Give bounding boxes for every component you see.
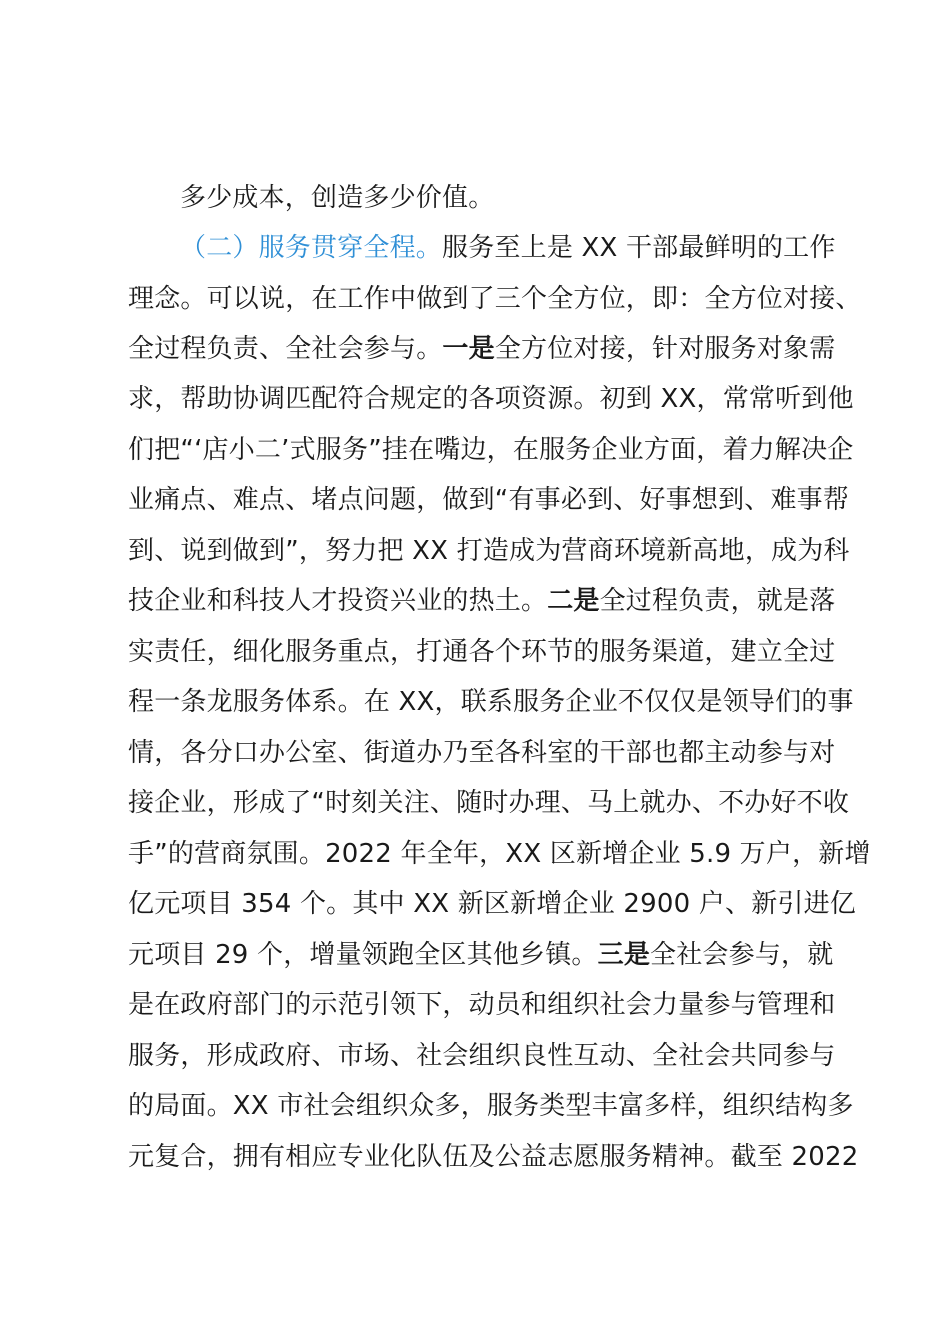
text-line-13: 接企业，形成了“时刻关注、随时办理、马上就办、不办好不收 [128,788,850,818]
text-line-2 [180,230,836,266]
section-heading: （二）服务贯穿全程。 [180,233,443,263]
text-line-8: 到、说到做到”，努力把 XX 打造成为营商环境新高地，成为科 [128,536,850,566]
text-span: 服务至上是 XX 干部最鲜明的工作 [442,233,836,263]
text-span: 全方位对接，针对服务对象需 [494,334,836,364]
text-line-15: 亿元项目 354 个。其中 XX 新区新增企业 2900 户、新引进亿 [128,889,857,919]
text-line-10: 实责任，细化服务重点，打通各个环节的服务渠道，建立全过 [128,637,836,667]
text-line-17: 是在政府部门的示范引领下，动员和组织社会力量参与管理和 [128,990,836,1020]
text-line-5: 求，帮助协调匹配符合规定的各项资源。初到 XX，常常听到他 [128,384,854,414]
text-span: 全过程负责、全社会参与。 [128,334,443,364]
text-span: 全社会参与，就 [650,940,834,970]
text-line-11: 程一条龙服务体系。在 XX，联系服务企业不仅仅是领导们的事 [128,687,854,717]
text-line-19: 的局面。XX 市社会组织众多，服务类型丰富多样，组织结构多 [128,1091,854,1121]
text-line-12: 情，各分口办公室、街道办乃至各科室的干部也都主动参与对 [128,738,836,768]
text-line-7: 业痛点、难点、堵点问题，做到“有事必到、好事想到、难事帮 [128,485,850,515]
text-line-6: 们把“‘店小二’式服务”挂在嘴边，在服务企业方面，着力解决企 [128,435,854,465]
emphasis-third: 三是 [597,940,651,970]
text-span: 技企业和科技人才投资兴业的热土。 [128,586,548,616]
emphasis-second: 二是 [547,586,600,616]
text-line-9 [128,583,835,619]
text-line-20: 元复合，拥有相应专业化队伍及公益志愿服务精神。截至 2022 [128,1142,859,1172]
text-line-18: 服务，形成政府、市场、社会组织良性互动、全社会共同参与 [128,1041,836,1071]
text-line-14: 手”的营商氛围。2022 年全年，XX 区新增企业 5.9 万户，新增 [128,839,871,869]
text-span: 全过程负责，就是落 [599,586,836,616]
text-line-16 [128,937,833,973]
text-line-1: 多少成本，创造多少价值。 [180,183,495,213]
text-line-4 [128,331,835,367]
text-span: 元项目 29 个，增量领跑全区其他乡镇。 [128,940,598,970]
emphasis-first: 一是 [442,334,495,364]
text-line-3: 理念。可以说，在工作中做到了三个全方位，即：全方位对接、 [128,284,862,314]
